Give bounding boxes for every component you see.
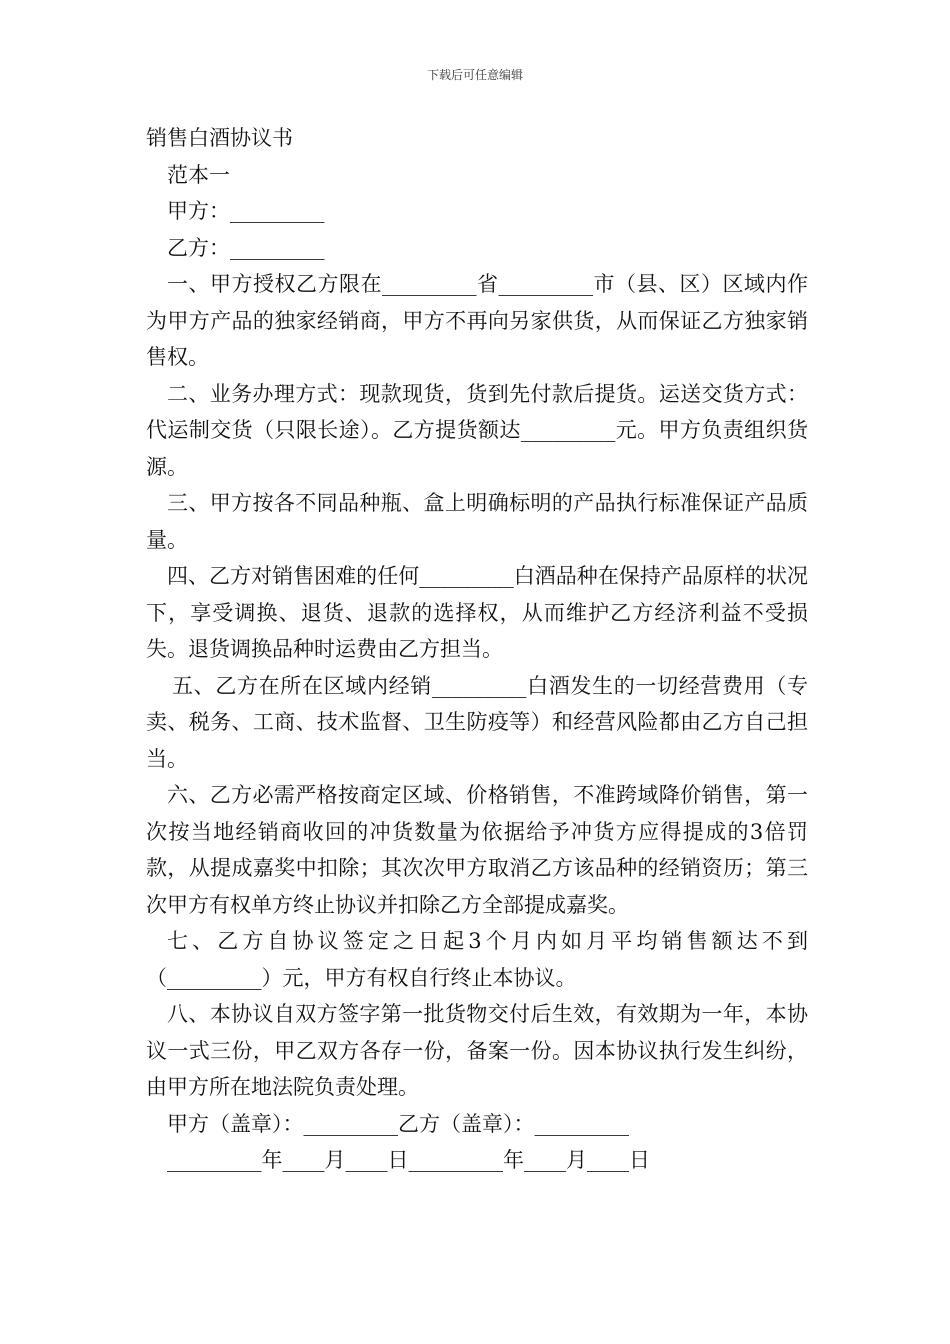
subtitle: 范本一 bbox=[167, 162, 230, 187]
clause-2: 二、业务办理方式：现款现货，货到先付款后提货。运送交货方式：代运制交货（只限长途）。乙方提货额达_________元。甲方负责组织货源。 bbox=[146, 381, 808, 479]
clause-5: 五、乙方在所在区域内经销_________白酒发生的一切经营费用（专卖、税务、工商、技术监督、卫生防疫等）和经营风险都由乙方自己担当。 bbox=[146, 673, 808, 771]
clause-1: 一、甲方授权乙方限在_________省_________市（县、区）区域内作为甲方产品的独家经销商，甲方不再向另家供货，从而保证乙方独家销售权。 bbox=[146, 272, 808, 369]
party-a-line: 甲方：_________ bbox=[167, 199, 325, 223]
document-title: 销售白酒协议书 bbox=[146, 126, 293, 150]
document-body bbox=[146, 120, 808, 1179]
date-line: _________年____月____日_________年____月____日 bbox=[167, 1148, 650, 1172]
signature-line: 甲方（盖章）：_________乙方（盖章）：_________ bbox=[167, 1111, 629, 1136]
clause-3: 三、甲方按各不同品种瓶、盒上明确标明的产品执行标准保证产品质量。 bbox=[146, 491, 808, 552]
party-b-line: 乙方：_________ bbox=[167, 235, 325, 260]
clause-8: 八、本协议自双方签字第一批货物交付后生效，有效期为一年，本协议一式三份，甲乙双方各存一份，备案一份。因本协议执行发生纠纷，由甲方所在地法院负责处理。 bbox=[146, 1002, 808, 1099]
clause-6: 六、乙方必需严格按商定区域、价格销售，不准跨域降价销售，第一次按当地经销商收回的冲货数量为依据给予冲货方应得提成的3倍罚款，从提成嘉奖中扣除；其次次甲方取消乙方该品种的经销资历；第三次甲方有权单方终止协议并扣除乙方全部提成嘉奖。 bbox=[146, 783, 808, 917]
header-note: 下载后可任意编辑 bbox=[426, 68, 523, 82]
clause-7: 七、乙方自协议签定之日起3个月内如月平均销售额达不到（_________）元，甲方有权自行终止本协议。 bbox=[146, 929, 808, 990]
clause-4: 四、乙方对销售困难的任何_________白酒品种在保持产品原样的状况下，享受调换、退货、退款的选择权，从而维护乙方经济利益不受损失。退货调换品种时运费由乙方担当。 bbox=[146, 564, 808, 661]
